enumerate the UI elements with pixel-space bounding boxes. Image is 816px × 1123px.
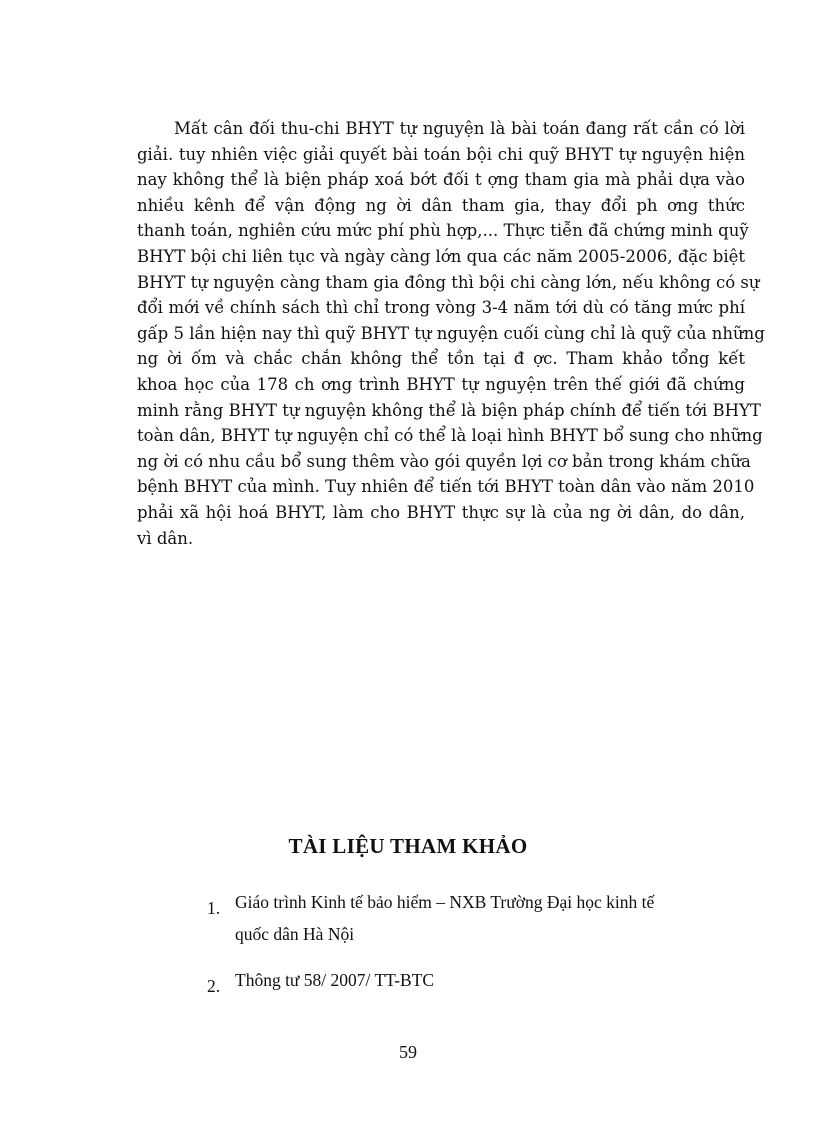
paragraph-line: BHYT tự nguyện càng tham gia đông thì bội chi càng lớn, nếu không có sự <box>137 272 760 292</box>
paragraph-line: đổi mới về chính sách thì chỉ trong vòng 3-4 năm tới dù có tăng mức phí <box>137 298 745 318</box>
paragraph-line: ng ời có nhu cầu bổ sung thêm vào gói quyền lợi cơ bản trong khám chữa <box>137 451 751 471</box>
page-number: 59 <box>399 1042 417 1062</box>
reference-number: 2. <box>207 976 221 996</box>
reference-text: Thông tư 58/ 2007/ TT-BTC <box>235 970 435 990</box>
reference-item <box>207 886 707 950</box>
paragraph-line: gấp 5 lần hiện nay thì quỹ BHYT tự nguyện cuối cùng chỉ là quỹ của những <box>137 323 765 343</box>
paragraph-line: nhiều kênh để vận động ng ời dân tham gia, thay đổi ph ơng thức <box>137 195 745 215</box>
paragraph-line: vì dân. <box>137 528 194 548</box>
paragraph-line: phải xã hội hoá BHYT, làm cho BHYT thực sự là của ng ời dân, do dân, <box>137 502 745 522</box>
paragraph-line: khoa học của 178 ch ơng trình BHYT tự nguyện trên thế giới đã chứng <box>137 374 745 394</box>
reference-text-continued: quốc dân Hà Nội <box>235 924 355 944</box>
paragraph-line: minh rằng BHYT tự nguyện không thể là biện pháp chính để tiến tới BHYT <box>137 400 761 420</box>
paragraph-line: Mất cân đối thu-chi BHYT tự nguyện là bài toán đang rất cần có lời <box>174 119 745 138</box>
reference-list <box>207 886 707 996</box>
paragraph-line: toàn dân, BHYT tự nguyện chỉ có thể là loại hình BHYT bổ sung cho những <box>137 426 763 446</box>
paragraph-line: ng ời ốm và chắc chắn không thể tồn tại đ ợc. Tham khảo tổng kết <box>137 349 745 369</box>
references-heading: TÀI LIỆU THAM KHẢO <box>288 834 528 858</box>
reference-item <box>207 964 707 996</box>
body-paragraph <box>137 116 765 551</box>
paragraph-line: BHYT bội chi liên tục và ngày càng lớn qua các năm 2005-2006, đặc biệt <box>137 246 745 266</box>
reference-number: 1. <box>207 898 221 918</box>
paragraph-line: nay không thể là biện pháp xoá bớt đối t ợng tham gia mà phải dựa vào <box>137 170 745 190</box>
paragraph-line: bệnh BHYT của mình. Tuy nhiên để tiến tới BHYT toàn dân vào năm 2010 <box>137 477 755 497</box>
reference-text: Giáo trình Kinh tế bảo hiểm – NXB Trường Đại học kinh tế <box>235 892 655 912</box>
paragraph-line: thanh toán, nghiên cứu mức phí phù hợp,... Thực tiễn đã chứng minh quỹ <box>137 221 749 241</box>
paragraph-line: giải. tuy nhiên việc giải quyết bài toán bội chi quỹ BHYT tự nguyện hiện <box>137 144 745 164</box>
